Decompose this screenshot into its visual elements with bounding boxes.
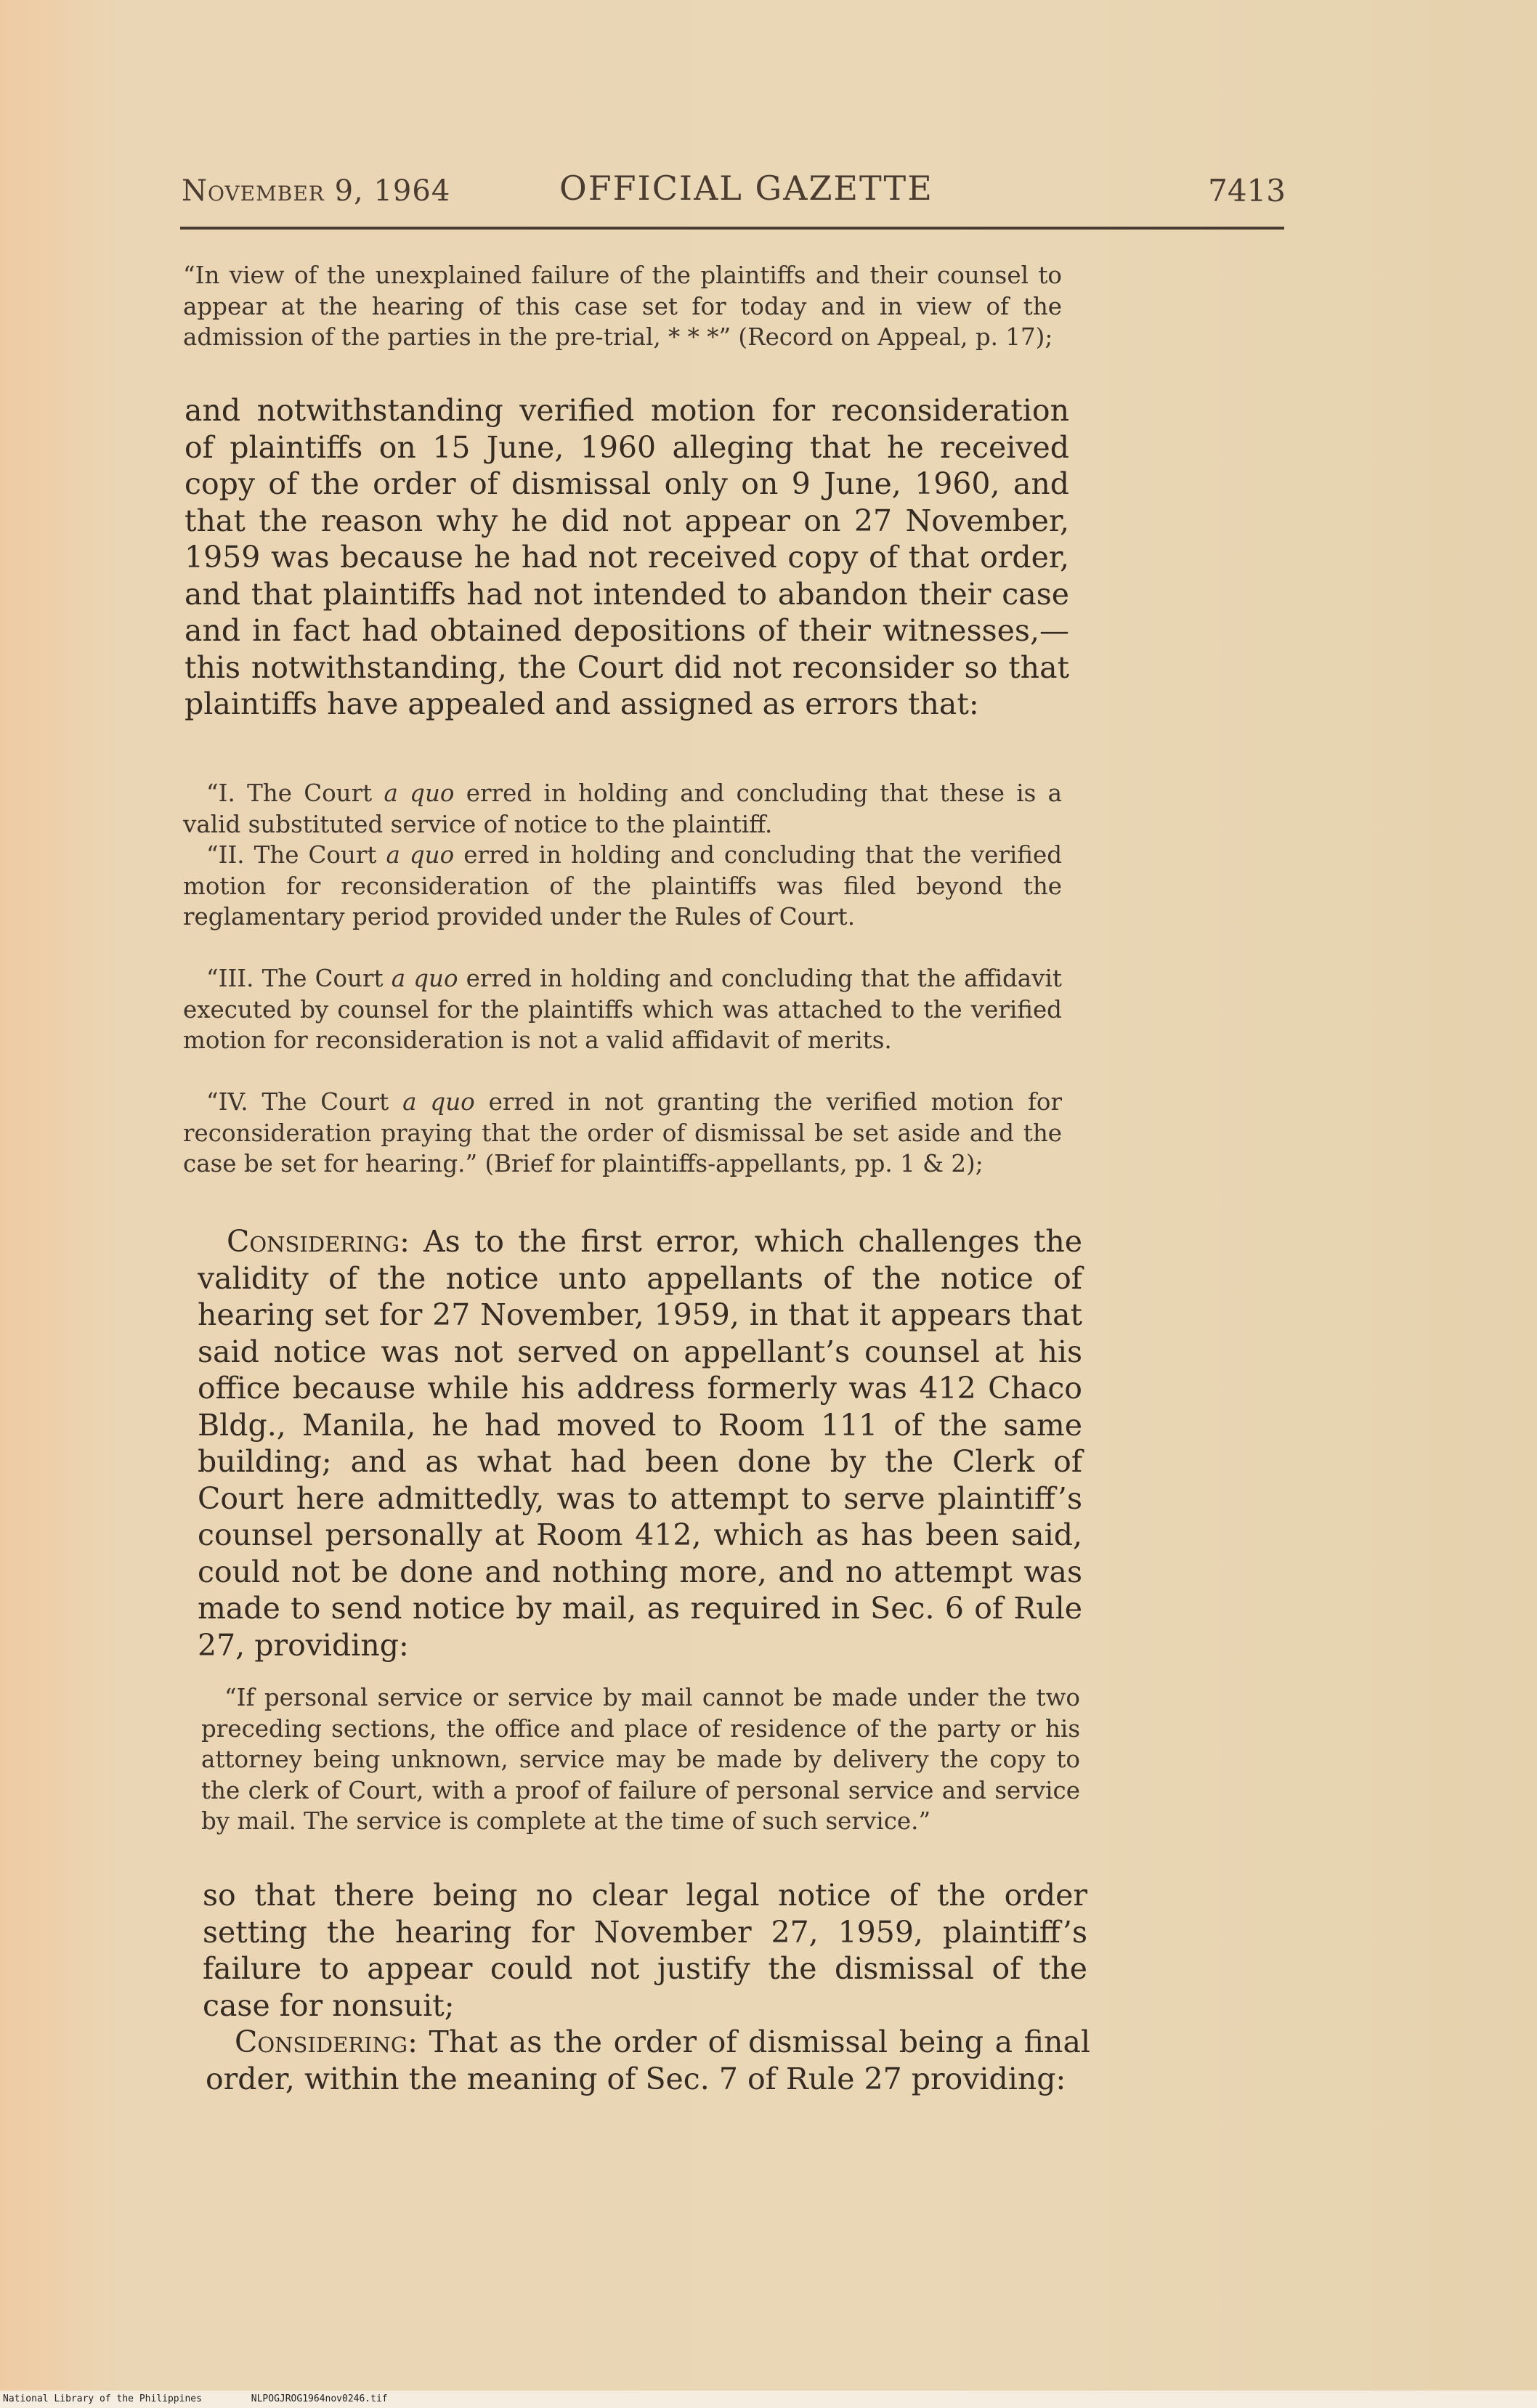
error-item-4: “IV. The Court a quo erred in not granting the verified motion for reconsideration praying that the order of dismissal be set aside and the case be set for hearing.” (Brief for plaintiffs-appellants, pp. 1 & 2); <box>183 1088 1062 1177</box>
scan-footer <box>0 2391 1537 2408</box>
error-item-2: “II. The Court a quo erred in holding and concluding that the verified motion for reconsideration of the plaintiffs was filed beyond the reglamentary period provided under the Rules of Court. <box>183 841 1062 931</box>
header-rule <box>180 227 1284 230</box>
block-quote-rule-27-sec-6: “If personal service or service by mail cannot be made under the two preceding sections, the office and place of residence of the party or his attorney being unknown, service may be made by delivery the copy to the clerk of Court, with a proof of failure of personal service and service by mail. The service is complete at the time of such service.” <box>201 1684 1080 1835</box>
block-quote-record-on-appeal: “In view of the unexplained failure of the plaintiffs and their counsel to appear at the hearing of this case set for today and in view of the admission of the parties in the pre-trial, * * *” (Record on Appeal, p. 17); <box>183 262 1062 351</box>
error-item-3: “III. The Court a quo erred in holding and concluding that the affidavit executed by counsel for the plaintiffs which was attached to the verified motion for reconsideration is not a valid affidavit of merits. <box>183 965 1062 1054</box>
footer-library: National Library of the Philippines <box>3 2393 202 2404</box>
header-date: November 9, 1964 <box>182 174 451 208</box>
header-title: OFFICIAL GAZETTE <box>559 169 933 208</box>
footer-file: NLPOGJROG1964nov0246.tif <box>251 2393 388 2404</box>
header-page-number: 7413 <box>1208 173 1286 208</box>
error-item-1: “I. The Court a quo erred in holding and concluding that these is a valid substituted service of notice to the plaintiff. <box>183 779 1062 838</box>
paragraph-considering-final-order: Considering: That as the order of dismissal being a final order, within the meaning of Sec. 7 of Rule 27 providing: <box>206 2024 1090 2096</box>
paragraph-considering-first-error: Considering: As to the first error, which challenges the validity of the notice unto appellants of the notice of hearing set for 27 November, 1959, in that it appears that said notice was not served on appellant’s counsel at his office because while his address formerly was 412 Chaco Bldg., Manila, he had moved to Room 111 of the same building; and as what had been done by the Clerk of Court here admittedly, was to attempt to serve plaintiff’s counsel personally at Room 412, which as has been said, could not be done and nothing more, and no attempt was made to send notice by mail, as required in Sec. 6 of Rule 27, providing: <box>198 1224 1082 1663</box>
paragraph-no-legal-notice: so that there being no clear legal notice of the order setting the hearing for November 27, 1959, plaintiff’s failure to appear could not justify the dismissal of the case for nonsuit; <box>203 1878 1087 2023</box>
page-header <box>182 169 1286 219</box>
paragraph-motion-reconsideration: and notwithstanding verified motion for reconsideration of plaintiffs on 15 June, 1960 alleging that he received copy of the order of dismissal only on 9 June, 1960, and that the reason why he did not appear on 27 November, 1959 was because he had not received copy of that order, and that plaintiffs had not intended to abandon their case and in fact had obtained depositions of their witnesses,—this notwithstanding, the Court did not reconsider so that plaintiffs have appealed and assigned as errors that: <box>184 393 1069 721</box>
